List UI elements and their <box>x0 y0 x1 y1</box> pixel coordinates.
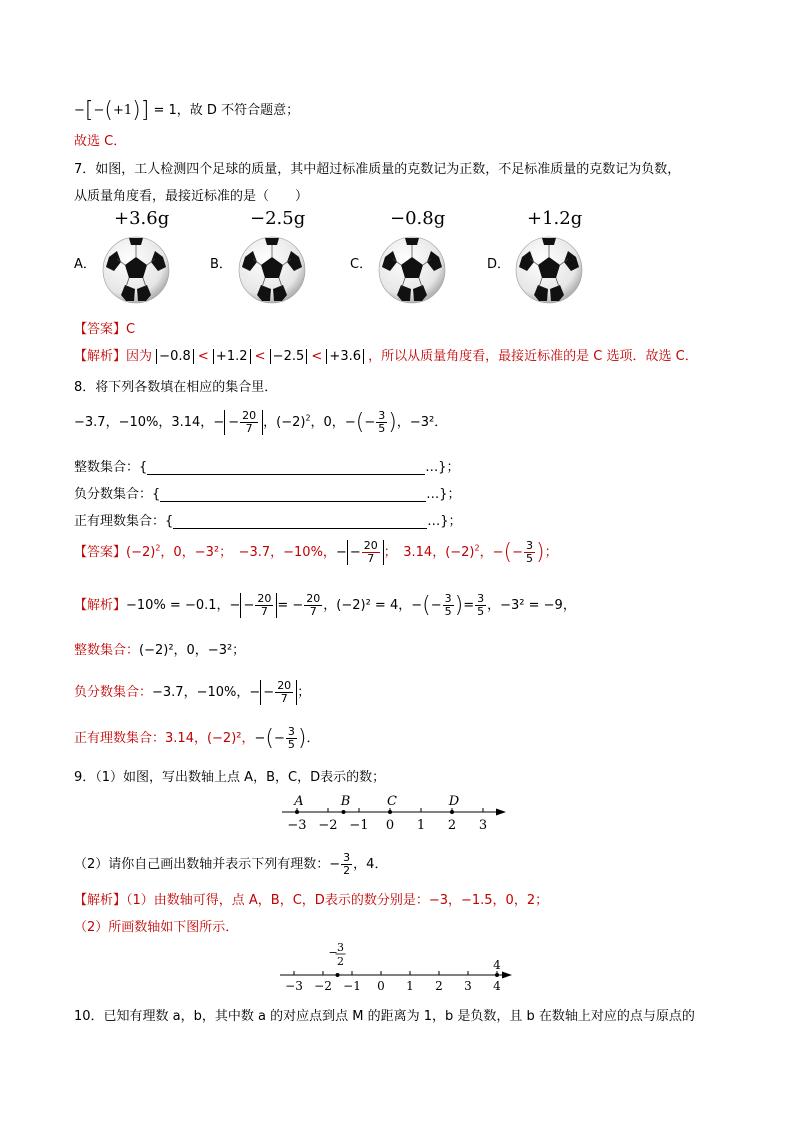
abs-val-2: +1.2 <box>213 349 251 364</box>
number-line-2 <box>276 940 516 996</box>
prev-solution-line: −[−(+1)] = 1，故 D 不符合题意； <box>74 98 300 123</box>
q7-option-mass: +1.2g <box>527 208 583 229</box>
q7-stem-line1: 7．如图，工人检测四个足球的质量，其中超过标准质量的克数记为正数，不足标准质量的克数记为负数， <box>74 162 681 177</box>
q8-analysis: 【解析】−10% = −0.1，− − $\frac{20}{7}$ = − $\frac{20}{7}$ ，(−2)² = 4，−(− $\frac{3}{5}$ )= $\frac{3}{5}$ ，−3² = −9， <box>74 592 576 618</box>
prev-solution-text: = 1，故 D 不符合题意； <box>153 103 300 118</box>
soccer-ball-icon <box>514 235 584 305</box>
q7-analysis: 【解析】因为 −0.8 < +1.2 < −2.5 < +3.6 ，所以从质量角度看，最接近标准的是 C 选项．故选 C． <box>74 349 698 364</box>
q7-option-letter[interactable]: D． <box>487 257 511 272</box>
q7-option-mass: −0.8g <box>390 208 446 229</box>
tick-label: −3 <box>287 818 307 833</box>
tick-label: −2 <box>318 818 338 833</box>
tick-label: −3 <box>285 979 303 993</box>
point-label: D <box>448 794 460 809</box>
q7-option-letter[interactable]: B． <box>210 257 232 272</box>
q8-stem: 8．将下列各数填在相应的集合里． <box>74 380 278 395</box>
q8-pos-set: 正有理数集合：3.14，(−2)²，−(− $\frac{3}{5}$ )． <box>74 725 320 751</box>
prev-answer-line: 故选 C． <box>74 134 127 149</box>
point-dot <box>336 973 340 977</box>
point-label: C <box>387 794 397 809</box>
q10-stem: 10．已知有理数 a，b，其中数 a 的对应点到点 M 的距离为 1，b 是负数，且 b 在数轴上对应的点与原点的 <box>74 1009 695 1024</box>
q9-stem2: （2）请你自己画出数轴并表示下列有理数：− $\frac{3}{2}$ ，4． <box>74 851 388 877</box>
q8-neg-set: 负分数集合：−3.7，−10%，− − $\frac{20}{7}$ ； <box>74 679 311 705</box>
q7-answer: 【答案】C <box>74 322 136 337</box>
tick-label: 2 <box>435 979 443 993</box>
point-label-four: 4 <box>493 958 501 972</box>
q9-analysis2: （2）所画数轴如下图所示． <box>74 920 239 935</box>
soccer-ball-icon <box>237 235 307 305</box>
tick-label: −1 <box>343 979 361 993</box>
blank-integers[interactable] <box>147 474 425 475</box>
point-dot <box>450 810 454 814</box>
q7-option-mass: +3.6g <box>114 208 170 229</box>
q8-set-integers: 整数集合：{ …}； <box>74 460 460 475</box>
q9-stem1: 9．（1）如图，写出数轴上点 A，B，C，D表示的数； <box>74 770 386 785</box>
svg-text:2: 2 <box>337 955 344 968</box>
point-dot <box>495 973 499 977</box>
tick-label: −2 <box>314 979 332 993</box>
tick-label: 3 <box>478 818 488 833</box>
q9-analysis1: 【解析】（1）由数轴可得，点 A，B，C，D表示的数分别是：−3，−1.5，0，2； <box>74 893 549 908</box>
point-label: B <box>340 794 351 809</box>
tick-label: 4 <box>493 979 501 993</box>
blank-negfrac[interactable] <box>160 501 426 502</box>
q8-set-posrational: 正有理数集合：{ …}； <box>74 514 462 529</box>
q8-int-set: 整数集合：(−2)²，0，−3²； <box>74 643 246 658</box>
tick-label: 2 <box>447 818 457 833</box>
q8-numbers: −3.7，−10%，3.14，− − $\frac{20}{7}$ ，$(-2)^2$，0，−(− $\frac{3}{5}$ )，−3²． <box>74 409 448 435</box>
tick-label: 1 <box>406 979 414 993</box>
tick-label: −1 <box>349 818 369 833</box>
q7-option-letter[interactable]: C． <box>350 257 373 272</box>
q8-set-negfrac: 负分数集合：{ …}； <box>74 487 461 502</box>
number-line-1 <box>280 788 516 834</box>
q7-option-letter[interactable]: A． <box>74 257 96 272</box>
q7-stem-line2: 从质量角度看，最接近标准的是（ ） <box>74 189 309 204</box>
blank-posrational[interactable] <box>173 528 427 529</box>
point-dot <box>295 810 299 814</box>
q7-option-mass: −2.5g <box>250 208 306 229</box>
abs-val-3: −2.5 <box>270 349 308 364</box>
point-label: A <box>294 794 304 809</box>
soccer-ball-icon <box>377 235 447 305</box>
svg-text:3: 3 <box>337 941 344 954</box>
tick-label: 1 <box>416 818 426 833</box>
svg-text:−: − <box>328 946 338 959</box>
soccer-ball-icon <box>101 235 171 305</box>
tick-label: 0 <box>385 818 395 833</box>
tick-label: 0 <box>377 979 385 993</box>
abs-val-4: +3.6 <box>326 349 364 364</box>
q8-answer: 【答案】$(-2)^2$，0，−3²； −3.7，−10%，− − $\frac{20}{7}$ ； 3.14，$(-2)^2$，−(− $\frac{3}{5}$ )； <box>74 539 558 565</box>
point-label-neg-three-halves <box>329 941 346 968</box>
point-dot <box>388 810 392 814</box>
point-dot <box>342 810 346 814</box>
tick-label: 3 <box>464 979 472 993</box>
abs-val-1: −0.8 <box>156 349 194 364</box>
